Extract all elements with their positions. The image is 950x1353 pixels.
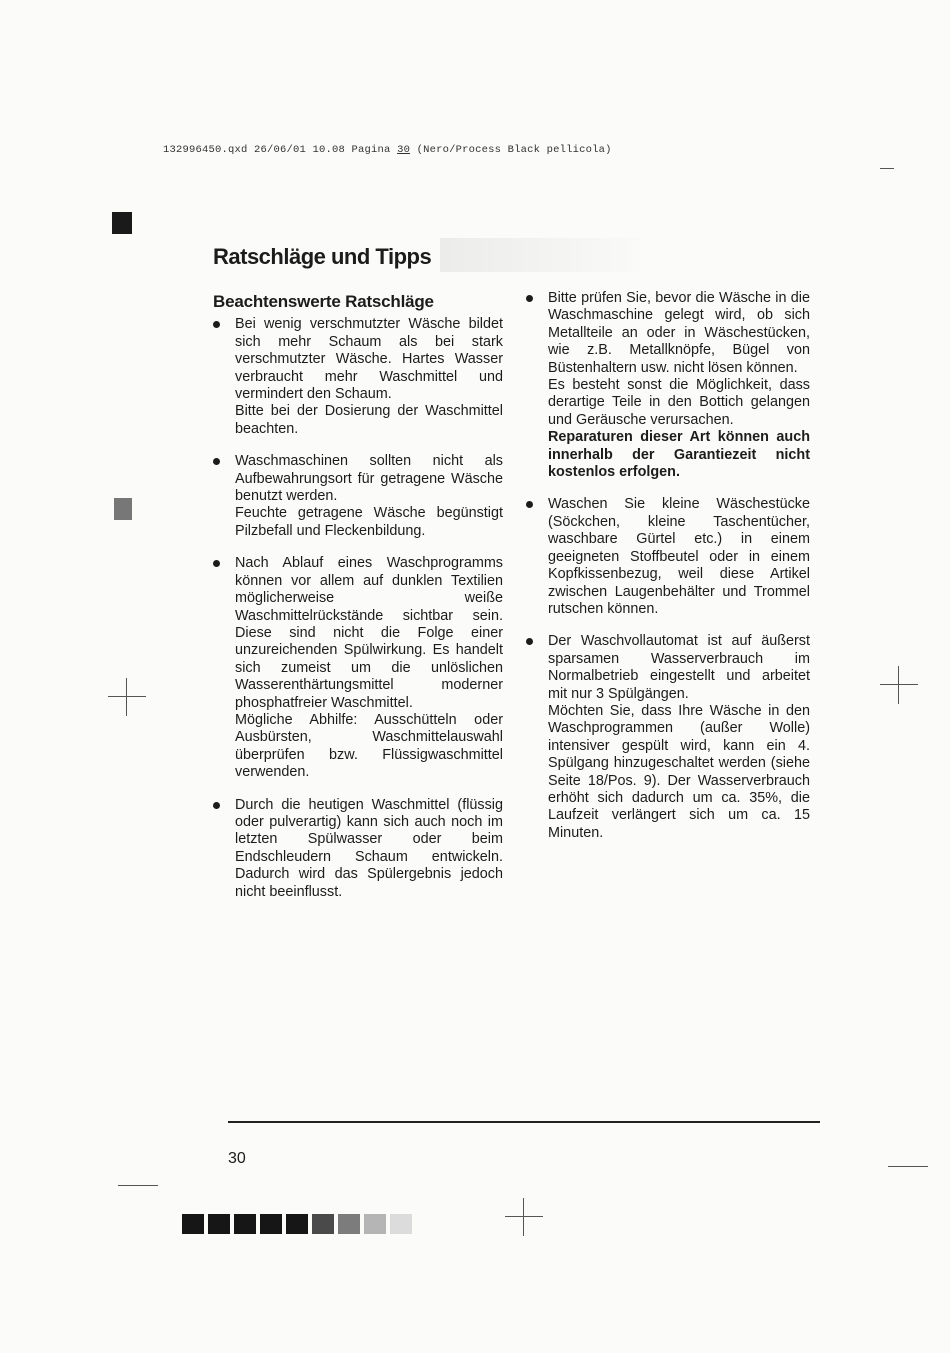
paragraph: Bei wenig verschmutzter Wäsche bildet sich mehr Schaum als bei stark verschmutzter Wäsche. Hartes Wasser verbraucht mehr Waschmittel und vermindert den Schaum. (235, 316, 503, 403)
color-patch (208, 1214, 230, 1234)
print-info: 132996450.qxd 26/06/01 10.08 Pagina (163, 144, 391, 156)
registration-mark-right (880, 666, 918, 704)
paragraph: Waschen Sie kleine Wäschestücke (Söckchen, kleine Taschentücher, waschbare Gürtel etc.) in einem geeigneten Stoffbeutel oder in einem Kopfkissenbezug, weil diese Artikel zwischen Laugenbehälter und Trommel rutschen können. (548, 496, 810, 617)
list-item (213, 316, 503, 438)
color-patch (364, 1214, 386, 1234)
crop-mark (118, 1185, 158, 1186)
paragraph: Durch die heutigen Waschmittel (flüssig oder pulverartig) kann sich auch noch im letzten Spülwasser oder beim Endschleudern Schaum entwickeln. Dadurch wird das Spülergebnis jedoch nicht beeinflusst. (235, 796, 503, 900)
bullet-icon (526, 501, 533, 508)
color-patch (260, 1214, 282, 1234)
color-patch (286, 1214, 308, 1234)
paragraph: Nach Ablauf eines Waschprogramms können vor allem auf dunklen Textilien möglicherweise weiße Waschmittelrückstände sichtbar sein. Diese sind nicht die Folge einer unzureichenden Spülwirkung. Es handelt sich zumeist um die unlöslichen Wasserenthärtungsmittel moderner phosphatfreier Waschmittel. (235, 555, 503, 711)
color-patch (182, 1214, 204, 1234)
registration-square (112, 212, 132, 234)
print-color-bar (182, 1214, 412, 1234)
bullet-icon (213, 802, 220, 809)
paragraph: Mögliche Abhilfe: Ausschütteln oder Ausbürsten, Waschmittelauswahl überprüfen bzw. Flüssigwaschmittel verwenden. (235, 711, 503, 781)
bullet-icon (213, 560, 220, 567)
color-patch (390, 1214, 412, 1234)
bullet-icon (213, 321, 220, 328)
list-item (526, 633, 810, 842)
right-column (526, 290, 810, 857)
section-subheading: Beachtenswerte Ratschläge (213, 292, 434, 311)
left-column (213, 293, 503, 916)
tips-list-left (213, 316, 503, 901)
paragraph: Möchten Sie, dass Ihre Wäsche in den Waschprogrammen (außer Wolle) intensiver gespült wird, kann ein 4. Spülgang hinzugeschaltet werden (siehe Seite 18/Pos. 9). Der Wasserverbrauch erhöht sich dadurch um ca. 35%, die Laufzeit verlängert sich um ca. 15 Minuten. (548, 702, 810, 841)
list-item (213, 453, 503, 540)
print-page-ref: 30 (397, 144, 411, 156)
bullet-icon (213, 458, 220, 465)
registration-mark-left (108, 678, 146, 716)
crop-mark (880, 168, 894, 169)
title-shade (440, 238, 640, 272)
page-title: Ratschläge und Tipps (213, 244, 432, 269)
footer-rule (228, 1121, 820, 1123)
bullet-icon (526, 295, 533, 302)
paragraph: Bitte prüfen Sie, bevor die Wäsche in die Waschmaschine gelegt wird, ob sich Metallteile an oder in Wäschestücken, wie z.B. Metallknöpfe, Bügel von Büstenhaltern usw. nicht lösen können. (548, 290, 810, 376)
list-item (526, 290, 810, 481)
list-item (526, 496, 810, 618)
registration-square (114, 498, 132, 520)
paragraph: Waschmaschinen sollten nicht als Aufbewahrungsort für getragene Wäsche benutzt werden. (235, 453, 503, 505)
tips-list-right (526, 290, 810, 842)
color-patch (234, 1214, 256, 1234)
print-process-info: (Nero/Process Black pellicola) (416, 144, 612, 156)
paragraph: Der Waschvollautomat ist auf äußerst sparsamen Wasserverbrauch im Normalbetrieb eingestellt und arbeitet mit nur 3 Spülgängen. (548, 633, 810, 702)
bullet-icon (526, 638, 533, 645)
paragraph: Feuchte getragene Wäsche begünstigt Pilzbefall und Fleckenbildung. (235, 505, 503, 539)
print-header (163, 144, 763, 156)
color-patch (338, 1214, 360, 1234)
page-number: 30 (228, 1150, 246, 1167)
warning-paragraph: Reparaturen dieser Art können auch innerhalb der Garantiezeit nicht kostenlos erfolgen. (548, 429, 810, 481)
paragraph: Es besteht sonst die Möglichkeit, dass derartige Teile in den Bottich gelangen und Geräusche verursachen. (548, 377, 810, 428)
list-item (213, 555, 503, 781)
paragraph: Bitte bei der Dosierung der Waschmittel beachten. (235, 403, 503, 437)
color-patch (312, 1214, 334, 1234)
registration-mark-bottom (505, 1198, 543, 1236)
list-item (213, 797, 503, 901)
crop-mark (888, 1166, 928, 1167)
